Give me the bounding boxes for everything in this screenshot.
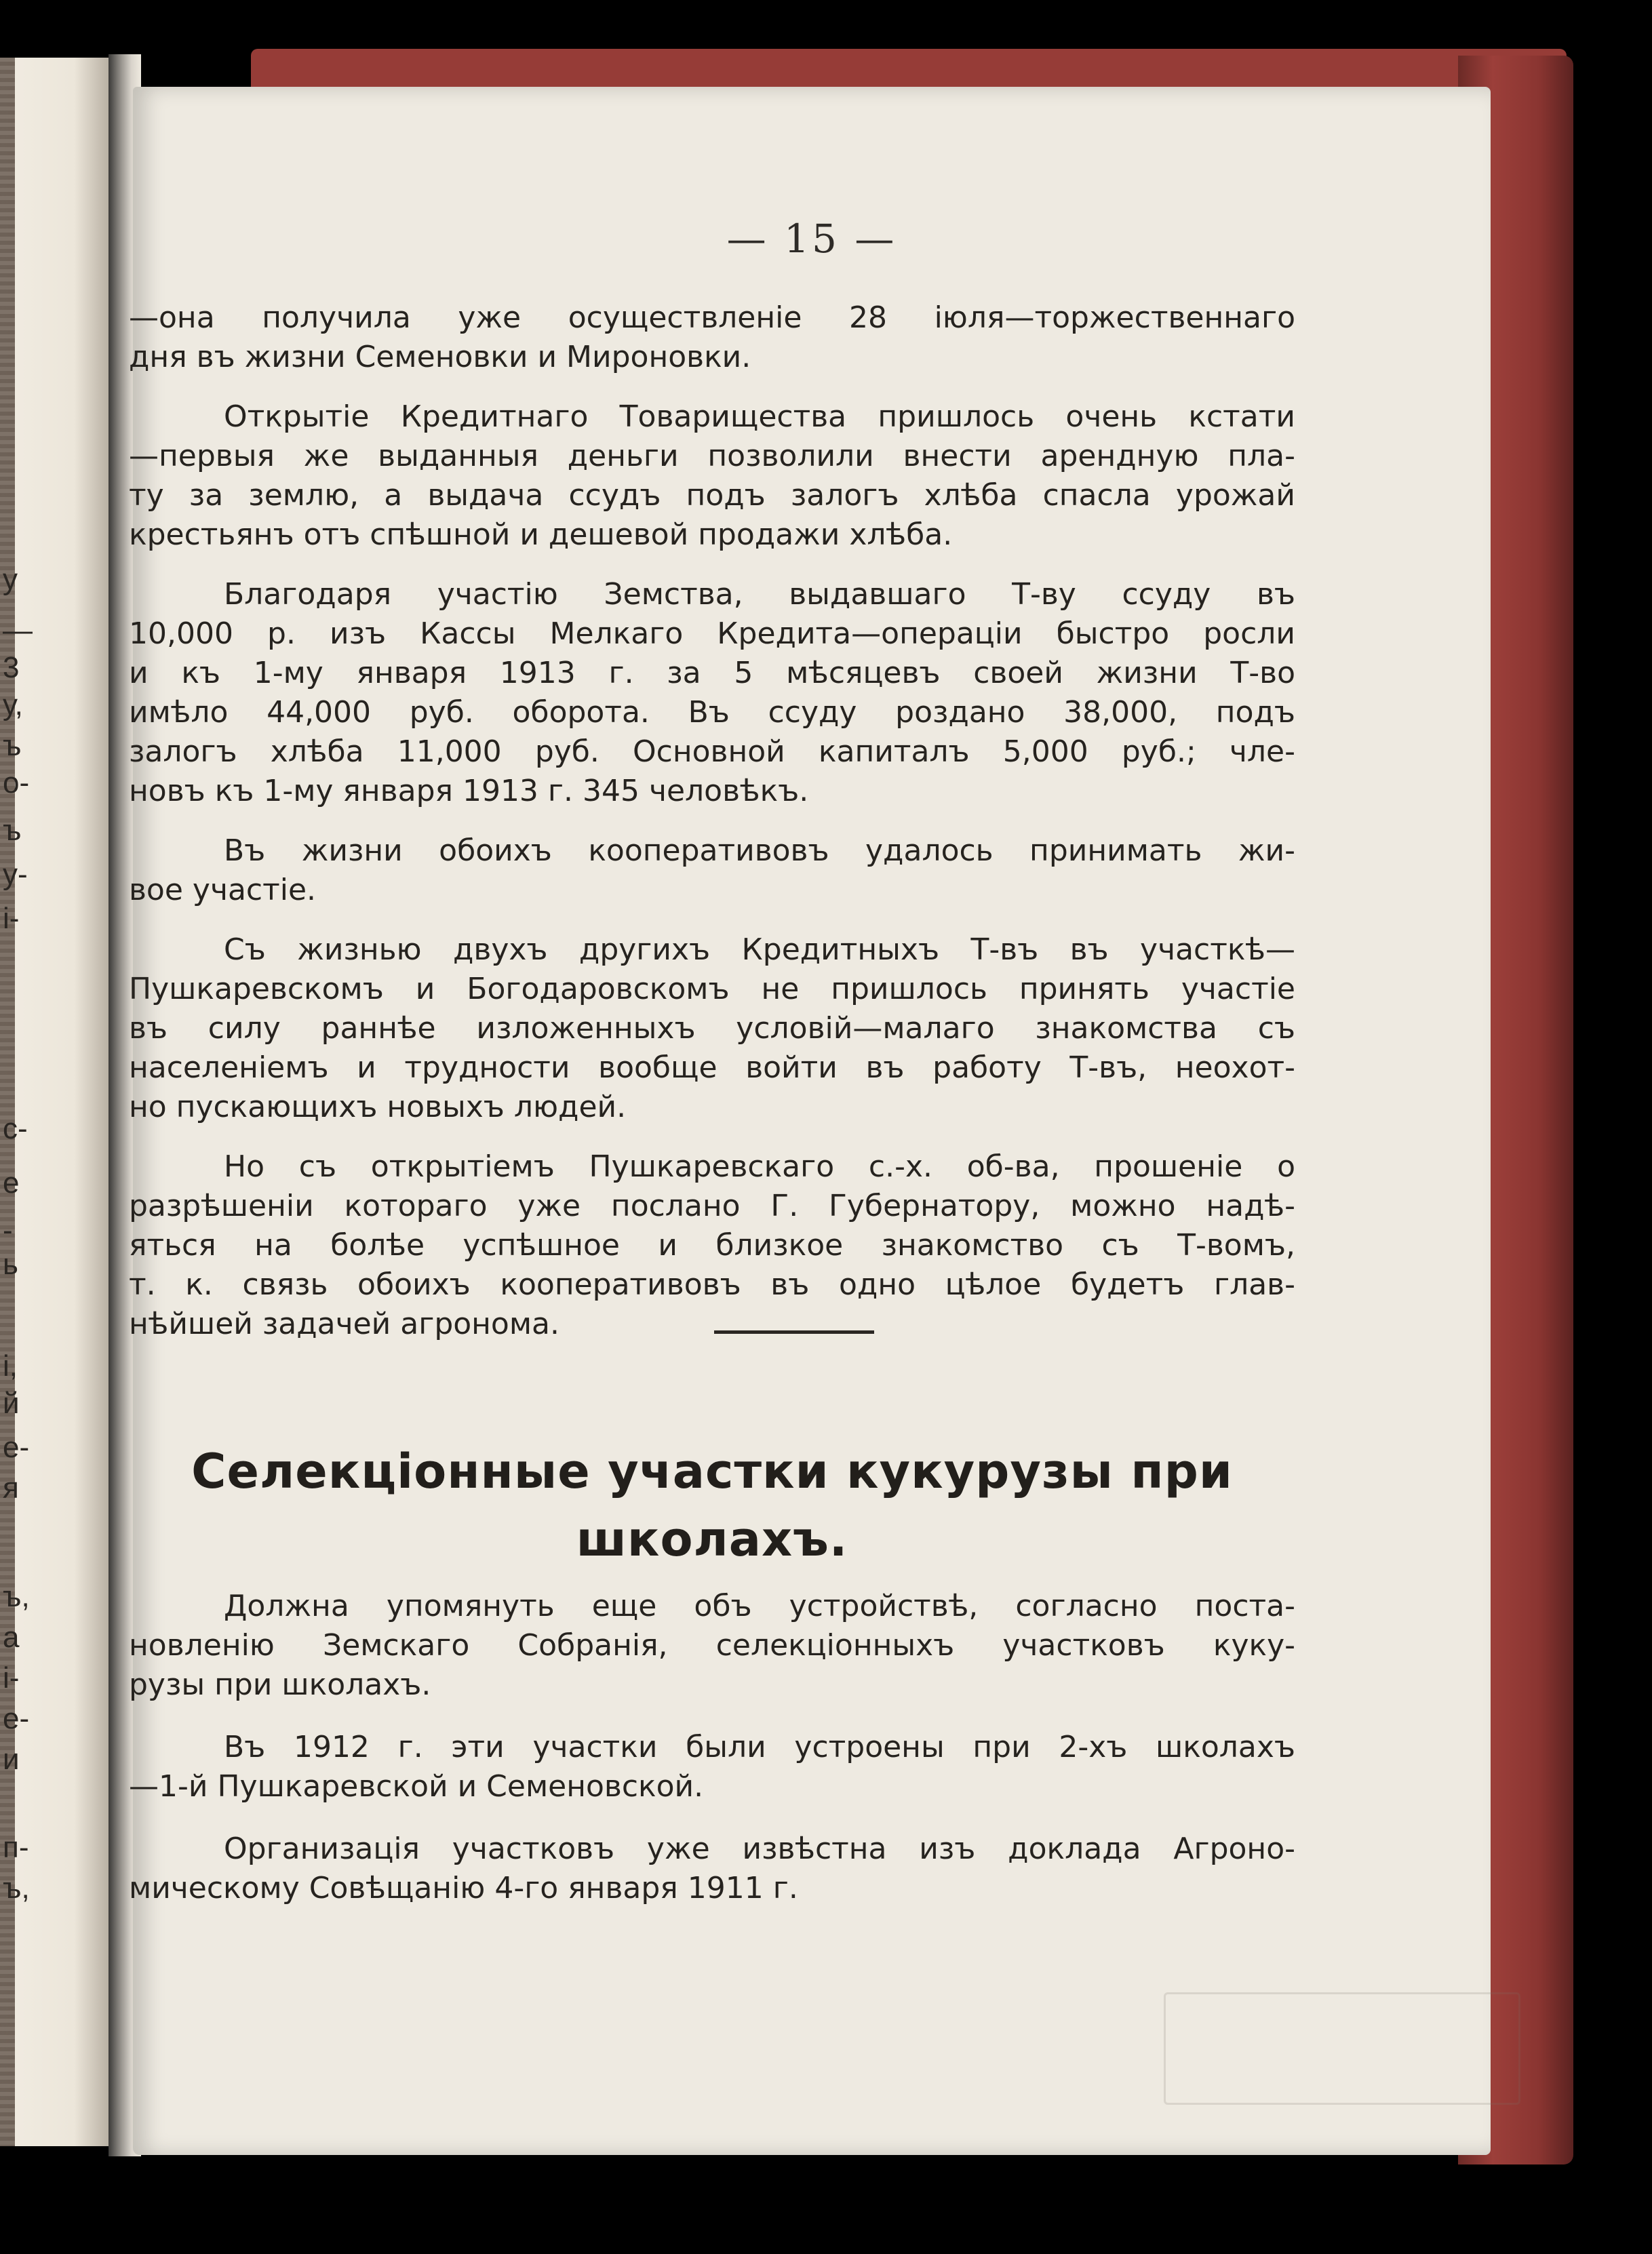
text-line: Въ жизни обоихъ кооперативовъ удалось принимать жи-: [224, 833, 1295, 868]
previous-page-fragment: —: [3, 614, 33, 647]
previous-page-fragment: о-: [3, 766, 30, 799]
previous-page-fragment: і-: [3, 902, 20, 935]
text-line: т. к. связь обоихъ кооперативовъ въ одно цѣлое будетъ глав-: [129, 1267, 1295, 1302]
text-line: залогъ хлѣба 11,000 руб. Основной капиталъ 5,000 руб.; чле-: [129, 734, 1295, 769]
paragraph: [129, 298, 1295, 377]
text-line: и къ 1-му января 1913 г. за 5 мѣсяцевъ своей жизни Т-во: [129, 656, 1295, 690]
previous-page-fragment: ь: [3, 1248, 18, 1281]
text-line: въ силу раннѣе изложенныхъ условій—малаго знакомства съ: [129, 1011, 1295, 1046]
previous-page-fragment: ъ,: [3, 1580, 30, 1613]
previous-page-fragment: ъ: [3, 729, 22, 762]
previous-page-fragment: -: [3, 1214, 13, 1247]
text-line: Открытіе Кредитнаго Товарищества пришлось очень кстати: [224, 399, 1295, 434]
previous-page-fragment: а: [3, 1621, 20, 1654]
paragraph: [129, 575, 1295, 811]
previous-page-fragment: с-: [3, 1112, 28, 1145]
text-line: —она получила уже осуществленіе 28 іюля—торжественнаго: [129, 300, 1295, 335]
previous-page-fragment: 3: [3, 651, 20, 684]
text-line: новленію Земскаго Собранія, селекціонныхъ участковъ куку-: [129, 1628, 1295, 1663]
text-line: Съ жизнью двухъ другихъ Кредитныхъ Т-въ въ участкѣ—: [224, 932, 1295, 967]
previous-page-fragment: ъ,: [3, 1872, 30, 1905]
text-line: новъ къ 1-му января 1913 г. 345 человѣкъ.: [129, 774, 809, 808]
previous-page-fragment: я: [3, 1471, 19, 1505]
text-line: Въ 1912 г. эти участки были устроены при 2-хъ школахъ: [224, 1730, 1295, 1764]
heading-line: Селекціонные участки кукурузы при: [191, 1444, 1233, 1499]
paragraph: [129, 1587, 1295, 1705]
text-line: рузы при школахъ.: [129, 1667, 431, 1702]
text-line: Благодаря участію Земства, выдавшаго Т-ву ссуду въ: [224, 577, 1295, 612]
paragraph: [129, 1830, 1295, 1908]
text-line: Но съ открытіемъ Пушкаревскаго с.-х. об-ва, прошеніе о: [224, 1149, 1295, 1184]
previous-page-fragment: і,: [3, 1349, 18, 1383]
text-line: —1-й Пушкаревской и Семеновской.: [129, 1769, 704, 1804]
text-line: крестьянъ отъ спѣшной и дешевой продажи хлѣба.: [129, 517, 953, 552]
text-line: яться на болѣе успѣшное и близкое знакомство съ Т-вомъ,: [129, 1228, 1295, 1263]
paragraph: [129, 1728, 1295, 1806]
text-line: вое участіе.: [129, 873, 317, 907]
previous-page-fragment: е: [3, 1166, 20, 1200]
previous-page-fragment: е-: [3, 1431, 30, 1464]
previous-page-fragment: і-: [3, 1661, 20, 1695]
previous-page-fragment: у,: [3, 688, 23, 721]
previous-page-fragment: у: [3, 563, 18, 596]
text-line: но пускающихъ новыхъ людей.: [129, 1090, 627, 1124]
heading-line: школахъ.: [576, 1511, 848, 1567]
body-text-upper: [129, 298, 1295, 1364]
text-line: разрѣшеніи котораго уже послано Г. Губернатору, можно надѣ-: [129, 1189, 1295, 1223]
text-line: нѣйшей задачей агронома.: [129, 1307, 559, 1341]
previous-page-fragment: и: [3, 1743, 20, 1776]
previous-page-fragment: й: [3, 1387, 20, 1420]
previous-page-fragment: п-: [3, 1831, 29, 1864]
previous-page-fragment: е-: [3, 1702, 30, 1735]
text-line: Пушкаревскомъ и Богодаровскомъ не пришлось принять участіе: [129, 972, 1295, 1006]
text-line: 10,000 р. изъ Кассы Мелкаго Кредита—операціи быстро росли: [129, 616, 1295, 651]
text-line: имѣло 44,000 руб. оборота. Въ ссуду роздано 38,000, подъ: [129, 695, 1295, 730]
paragraph: [129, 397, 1295, 555]
paragraph: [129, 930, 1295, 1127]
previous-page-fragment: у-: [3, 858, 28, 891]
paragraph: [129, 1147, 1295, 1344]
section-heading: [129, 1438, 1295, 1573]
text-line: населеніемъ и трудности вообще войти въ работу Т-въ, неохот-: [129, 1050, 1295, 1085]
text-line: Организація участковъ уже извѣстна изъ доклада Агроно-: [224, 1832, 1295, 1866]
text-line: Должна упомянуть еще объ устройствѣ, согласно поста-: [224, 1589, 1295, 1623]
previous-page-fragment: ъ: [3, 814, 22, 847]
faded-library-stamp: [1164, 1992, 1520, 2105]
section-divider: [714, 1330, 874, 1334]
paragraph: [129, 831, 1295, 910]
text-line: —первыя же выданныя деньги позволили внести арендную пла-: [129, 439, 1295, 473]
text-line: ту за землю, а выдача ссудъ подъ залогъ хлѣба спасла урожай: [129, 478, 1295, 513]
text-line: мическому Совѣщанію 4-го января 1911 г.: [129, 1871, 798, 1905]
text-line: дня въ жизни Семеновки и Мироновки.: [129, 340, 751, 374]
page-number: — 15 —: [726, 216, 897, 262]
body-text-lower: [129, 1587, 1295, 1931]
